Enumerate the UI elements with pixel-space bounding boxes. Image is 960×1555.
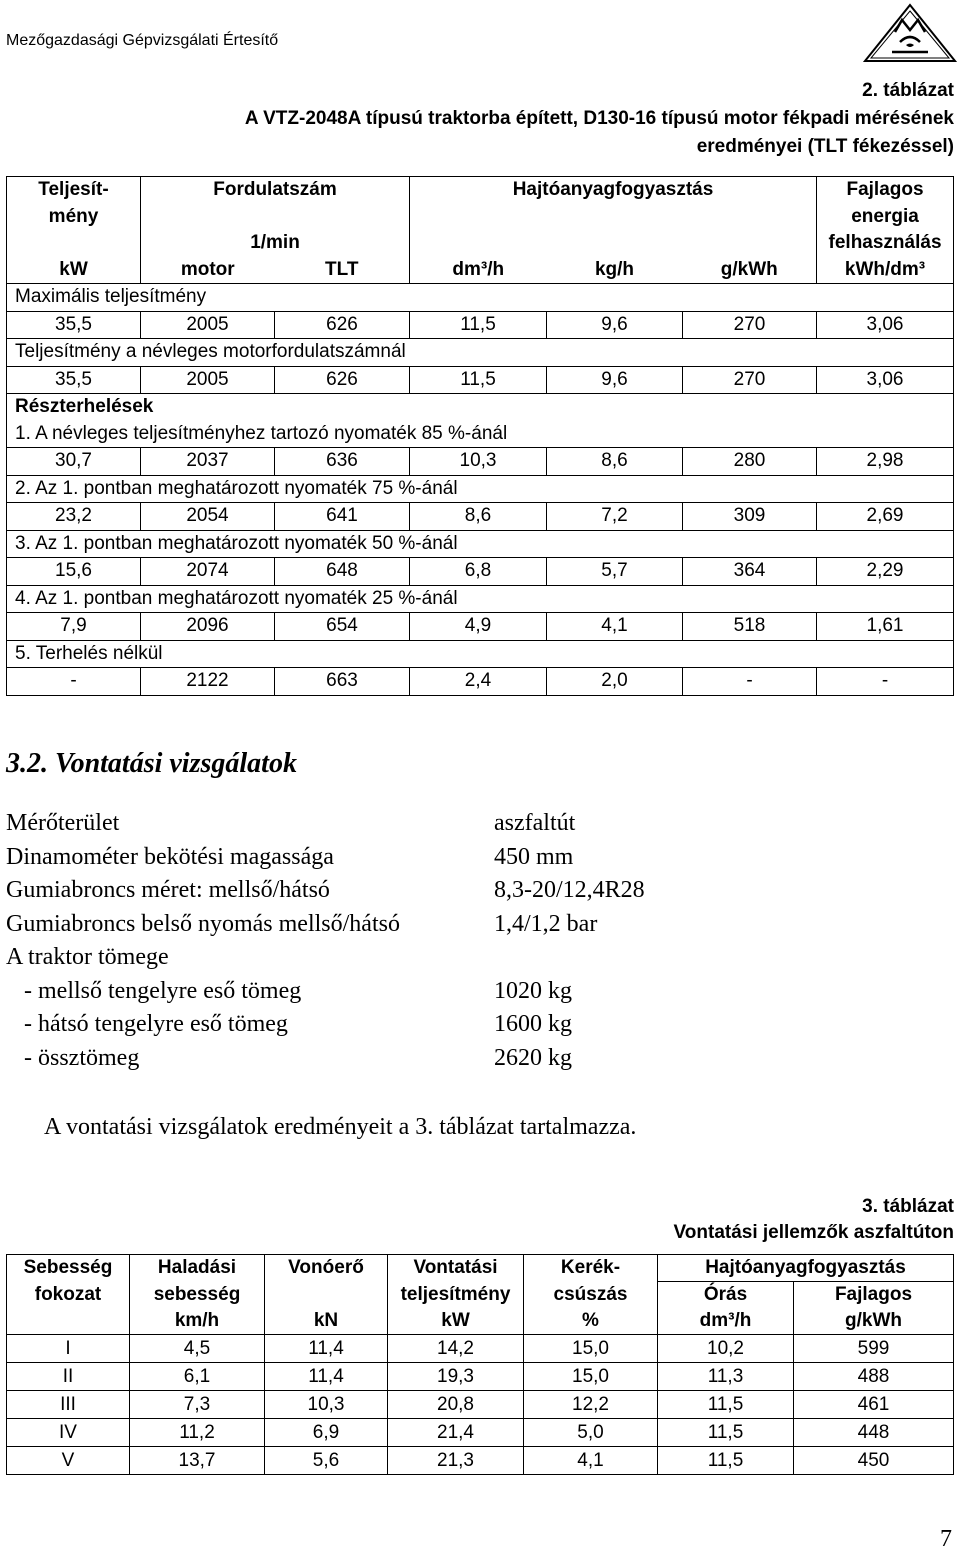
spec-label: - mellső tengelyre eső tömeg xyxy=(6,977,302,1004)
table-cell: 11,4 xyxy=(265,1363,388,1391)
table-cell: 2122 xyxy=(141,668,275,696)
unit-dm3h: dm³/h xyxy=(452,258,505,280)
table-cell: 10,2 xyxy=(658,1335,794,1363)
table-cell: 2096 xyxy=(141,613,275,641)
unit-kgh: kg/h xyxy=(594,258,635,280)
traction-test-table xyxy=(6,1254,954,1475)
table-cell: 461 xyxy=(794,1391,954,1419)
table3-label: 3. táblázat xyxy=(862,1196,954,1217)
table-cell: 3,06 xyxy=(817,311,954,339)
table2-section-row xyxy=(7,640,954,668)
table-cell: 35,5 xyxy=(7,366,141,394)
spec-label: A traktor tömege xyxy=(6,944,169,970)
table-cell: 663 xyxy=(275,668,410,696)
table-cell: IV xyxy=(7,1419,130,1447)
table-cell: 21,3 xyxy=(388,1447,524,1475)
table-cell: 4,9 xyxy=(410,613,547,641)
unit-kn: kN xyxy=(313,1310,339,1331)
col-oras: Órás xyxy=(703,1284,748,1305)
section-title: Maximális teljesítmény xyxy=(7,284,954,312)
col-fordulatszam: Fordulatszám xyxy=(213,179,337,201)
table-cell: 3,06 xyxy=(817,366,954,394)
section-title: 4. Az 1. pontban meghatározott nyomaték 25 %-ánál xyxy=(7,585,954,613)
table2-section-row xyxy=(7,339,954,367)
table-cell: 270 xyxy=(683,311,817,339)
table-row xyxy=(7,503,954,531)
table-cell: 11,3 xyxy=(658,1363,794,1391)
table-row xyxy=(7,1363,954,1391)
table-cell: 626 xyxy=(275,311,410,339)
section-title: Részterhelések xyxy=(7,394,954,421)
unit-kmh: km/h xyxy=(174,1310,220,1331)
table-cell: 19,3 xyxy=(388,1363,524,1391)
table-cell: II xyxy=(7,1363,130,1391)
table-cell: 2074 xyxy=(141,558,275,586)
table-cell: 11,5 xyxy=(658,1447,794,1475)
unit-kw3: kW xyxy=(441,1310,470,1331)
section-title: 5. Terhelés nélkül xyxy=(7,640,954,668)
col-fajlagos: Fajlagos xyxy=(846,179,924,201)
spec-label: Gumiabroncs méret: mellső/hátsó xyxy=(6,877,330,903)
table-cell: 23,2 xyxy=(7,503,141,531)
table-cell: 2,69 xyxy=(817,503,954,531)
spec-value: 1,4/1,2 bar xyxy=(494,910,598,937)
table-cell: 11,5 xyxy=(410,366,547,394)
table-cell: 2037 xyxy=(141,448,275,476)
table-cell: V xyxy=(7,1447,130,1475)
table-cell: 35,5 xyxy=(7,311,141,339)
col-csuszas: csúszás xyxy=(553,1283,628,1305)
table-cell: 450 xyxy=(794,1447,954,1475)
table2-title-line2: eredményei (TLT fékezéssel) xyxy=(696,136,954,157)
table-cell: 12,2 xyxy=(524,1391,658,1419)
table2-section-row xyxy=(7,421,954,448)
col-vontatasi: Vontatási xyxy=(413,1257,498,1279)
table-cell: III xyxy=(7,1391,130,1419)
table-cell: 11,2 xyxy=(130,1419,265,1447)
table-cell: 10,3 xyxy=(265,1391,388,1419)
table-cell: 4,1 xyxy=(524,1447,658,1475)
table-cell: I xyxy=(7,1335,130,1363)
table-cell: 2005 xyxy=(141,311,275,339)
spec-value: 2620 kg xyxy=(494,1044,572,1071)
col-sebesseg: Sebesség xyxy=(23,1257,113,1279)
table-row xyxy=(7,1335,954,1363)
table-cell: 626 xyxy=(275,366,410,394)
col-fajlagos3: Fajlagos xyxy=(834,1284,913,1305)
unit-kwhdm3: kWh/dm³ xyxy=(844,258,926,280)
col-energia: energia xyxy=(851,205,919,227)
table-cell: 4,1 xyxy=(547,613,683,641)
section-title: 1. A névleges teljesítményhez tartozó nyomaték 85 %-ánál xyxy=(7,421,954,448)
table-cell: 6,1 xyxy=(130,1363,265,1391)
col-teljesitmeny: Teljesít- xyxy=(38,179,109,201)
table-cell: 2054 xyxy=(141,503,275,531)
table-row xyxy=(7,366,954,394)
table-cell: 2005 xyxy=(141,366,275,394)
col-felhasznalas: felhasználás xyxy=(828,232,942,254)
unit-kw: kW xyxy=(59,258,88,280)
table-cell: 14,2 xyxy=(388,1335,524,1363)
table-cell: 280 xyxy=(683,448,817,476)
table-cell: 6,8 xyxy=(410,558,547,586)
section-title: Teljesítmény a névleges motorfordulatszámnál xyxy=(7,339,954,367)
col-kerek: Kerék- xyxy=(560,1257,621,1279)
table-cell: 11,5 xyxy=(658,1391,794,1419)
table-cell: 11,4 xyxy=(265,1335,388,1363)
table2-section-row xyxy=(7,475,954,503)
section-title: 3. Az 1. pontban meghatározott nyomaték 50 %-ánál xyxy=(7,530,954,558)
table2-label: 2. táblázat xyxy=(862,80,954,101)
unit-gkwh3: g/kWh xyxy=(845,1310,902,1331)
table-cell: 364 xyxy=(683,558,817,586)
table-cell: 4,5 xyxy=(130,1335,265,1363)
table-cell: 448 xyxy=(794,1419,954,1447)
table-cell: 2,4 xyxy=(410,668,547,696)
col-vonoero: Vonóerő xyxy=(288,1257,364,1279)
table-cell: 518 xyxy=(683,613,817,641)
table-cell: 8,6 xyxy=(547,448,683,476)
table-cell: 2,0 xyxy=(547,668,683,696)
table-cell: 11,5 xyxy=(658,1419,794,1447)
table-row xyxy=(7,613,954,641)
table-cell: 2,98 xyxy=(817,448,954,476)
col-hajtoanyag3: Hajtóanyagfogyasztás xyxy=(705,1257,906,1278)
section-title: 3.2. Vontatási vizsgálatok xyxy=(6,748,297,779)
table-row xyxy=(7,1419,954,1447)
table2-section-row xyxy=(7,585,954,613)
unit-dm3h3: dm³/h xyxy=(699,1310,752,1331)
table-cell: 15,0 xyxy=(524,1363,658,1391)
table-cell: 599 xyxy=(794,1335,954,1363)
spec-label: - hátsó tengelyre eső tömeg xyxy=(6,1011,288,1037)
table-cell: 641 xyxy=(275,503,410,531)
table-cell: 7,3 xyxy=(130,1391,265,1419)
col-sebesseg2: sebesség xyxy=(153,1283,241,1305)
table-cell: 15,6 xyxy=(7,558,141,586)
table-cell: 9,6 xyxy=(547,311,683,339)
spec-label: - össztömeg xyxy=(6,1044,140,1071)
table2-section-row xyxy=(7,284,954,312)
section-title: 2. Az 1. pontban meghatározott nyomaték 75 %-ánál xyxy=(7,475,954,503)
table2-section-row xyxy=(7,394,954,421)
table-cell: 270 xyxy=(683,366,817,394)
col-haladasi: Haladási xyxy=(157,1257,237,1279)
table-cell: 15,0 xyxy=(524,1335,658,1363)
table-cell: 11,5 xyxy=(410,311,547,339)
spec-label: Mérőterület xyxy=(6,810,120,836)
spec-value: 8,3-20/12,4R28 xyxy=(494,877,645,903)
table-cell: - xyxy=(7,668,141,696)
col-per-min: 1/min xyxy=(250,232,300,254)
table-row xyxy=(7,558,954,586)
table-cell: 30,7 xyxy=(7,448,141,476)
table-cell: 7,2 xyxy=(547,503,683,531)
col-tlt: TLT xyxy=(325,258,359,280)
table-cell: 9,6 xyxy=(547,366,683,394)
table-cell: 488 xyxy=(794,1363,954,1391)
table-cell: 2,29 xyxy=(817,558,954,586)
spec-value: 1020 kg xyxy=(494,977,572,1004)
table2-section-row xyxy=(7,530,954,558)
spec-label: Dinamométer bekötési magassága xyxy=(6,843,334,870)
col-teljesitmeny-2: mény xyxy=(48,205,99,227)
col-teljesitmeny3: teljesítmény xyxy=(400,1283,511,1305)
unit-percent: % xyxy=(582,1310,599,1331)
table-row xyxy=(7,668,954,696)
table-cell: 1,61 xyxy=(817,613,954,641)
spec-label: Gumiabroncs belső nyomás mellső/hátsó xyxy=(6,910,400,937)
table-cell: 7,9 xyxy=(7,613,141,641)
institute-logo-icon xyxy=(862,2,958,64)
table-cell: 6,9 xyxy=(265,1419,388,1447)
table-cell: 21,4 xyxy=(388,1419,524,1447)
table-cell: 13,7 xyxy=(130,1447,265,1475)
spec-value: 450 mm xyxy=(494,843,574,870)
table-cell: 648 xyxy=(275,558,410,586)
table-cell: 5,6 xyxy=(265,1447,388,1475)
table2-title-line1: A VTZ-2048A típusú traktorba épített, D130-16 típusú motor fékpadi mérésének xyxy=(244,108,954,129)
journal-title: Mezőgazdasági Gépvizsgálati Értesítő xyxy=(6,32,279,49)
table-cell: 309 xyxy=(683,503,817,531)
table-row xyxy=(7,1447,954,1475)
table-cell: 5,0 xyxy=(524,1419,658,1447)
col-motor: motor xyxy=(180,258,235,280)
table-cell: 636 xyxy=(275,448,410,476)
table-cell: - xyxy=(817,668,954,696)
col-hajtoanyag: Hajtóanyagfogyasztás xyxy=(512,179,714,201)
engine-test-table xyxy=(6,176,954,696)
table-reference-note: A vontatási vizsgálatok eredményeit a 3. táblázat tartalmazza. xyxy=(44,1114,637,1140)
table-cell: 5,7 xyxy=(547,558,683,586)
table3-title: Vontatási jellemzők aszfaltúton xyxy=(673,1222,954,1243)
unit-gkwh: g/kWh xyxy=(720,258,778,280)
spec-value: aszfaltút xyxy=(494,810,576,836)
table-cell: 20,8 xyxy=(388,1391,524,1419)
table-row xyxy=(7,1391,954,1419)
table-cell: 654 xyxy=(275,613,410,641)
table-cell: 8,6 xyxy=(410,503,547,531)
table-cell: - xyxy=(683,668,817,696)
table-row xyxy=(7,311,954,339)
table-row xyxy=(7,448,954,476)
page-number: 7 xyxy=(940,1526,952,1552)
spec-value: 1600 kg xyxy=(494,1011,572,1037)
col-fokozat: fokozat xyxy=(34,1283,102,1305)
table-cell: 10,3 xyxy=(410,448,547,476)
